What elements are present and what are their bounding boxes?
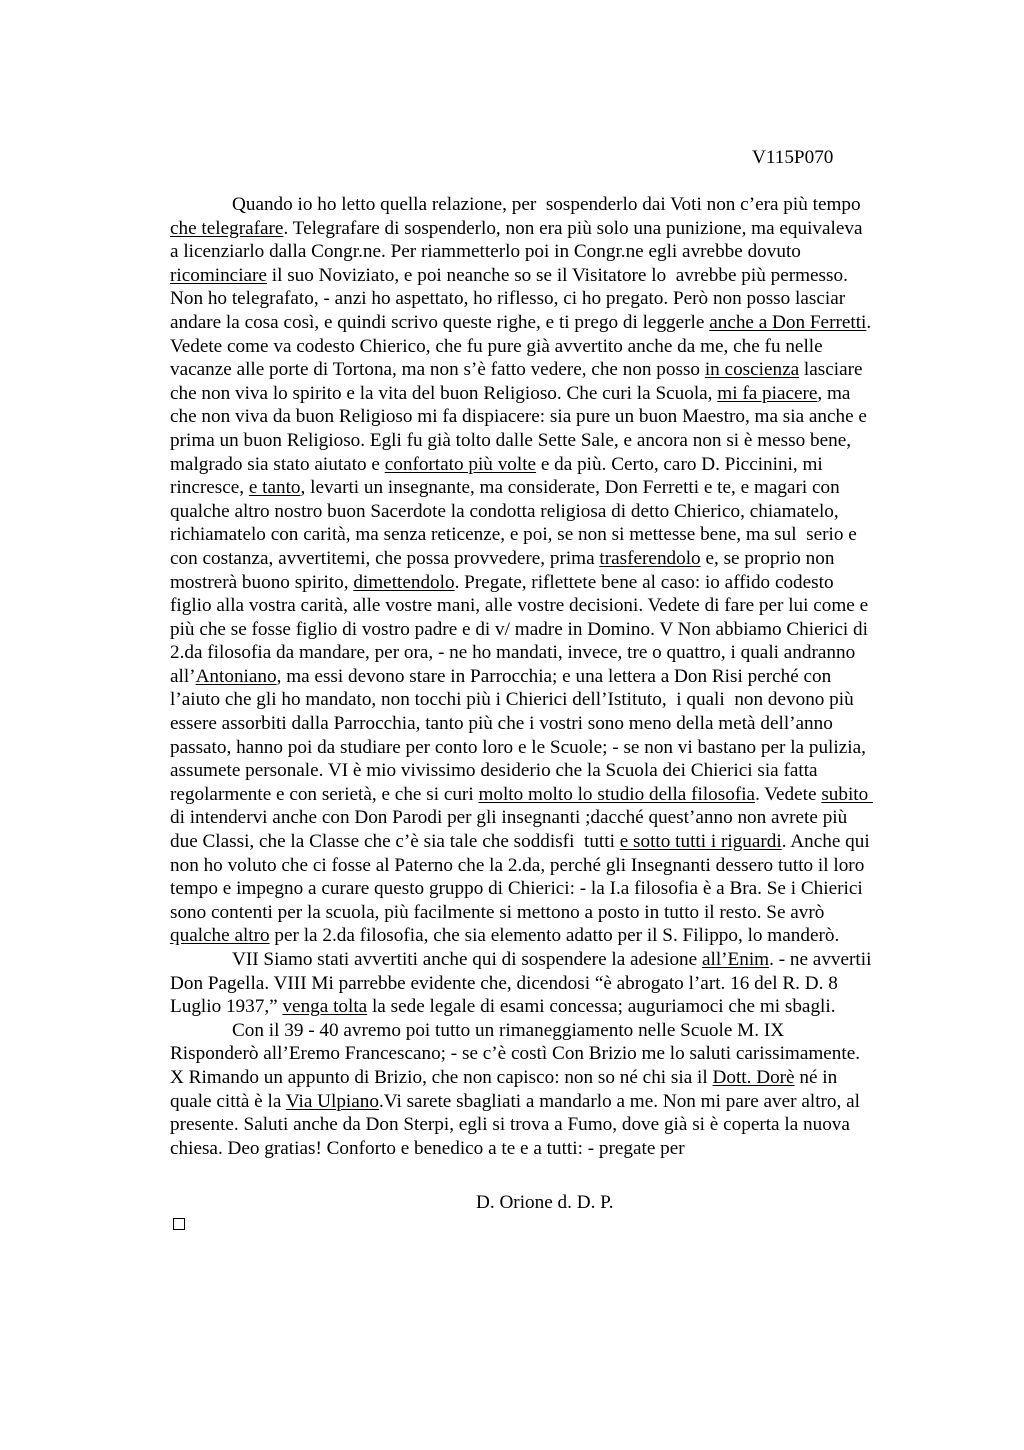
text-line <box>170 854 970 878</box>
text-line <box>170 618 970 642</box>
text-segment: essere assorbiti dalla Parrocchia, tanto più che i vostri sono meno della metà dell’anno <box>170 713 833 735</box>
text-segment: più che se fosse figlio di vostro padre e di v/ madre in Domino. V Non abbiamo Chierici di <box>170 618 868 640</box>
text-line <box>170 453 970 477</box>
text-line <box>170 193 970 217</box>
text-segment: VII Siamo stati avvertiti anche qui di sospendere la adesione <box>232 949 702 970</box>
underlined-text: Antoniano <box>195 665 277 687</box>
text-segment: due Classi, che la Classe che c’è sia tale che soddisfi tutti <box>170 831 620 853</box>
text-segment: assumete personale. VI è mio vivissimo desiderio che la Scuola dei Chierici sia fatta <box>170 760 818 782</box>
text-segment: l’aiuto che gli ho mandato, non tocchi più i Chierici dell’Istituto, i quali non devono più <box>170 689 854 711</box>
underlined-text: dimettendolo <box>353 571 455 593</box>
text-line <box>170 500 970 524</box>
text-line <box>170 358 970 382</box>
text-segment: di intendervi anche con Don Parodi per gli insegnanti ;dacché quest’anno non avrete più <box>170 807 848 829</box>
text-segment: , ma essi devono stare in Parrocchia; e una lettera a Don Risi perché con <box>276 665 832 687</box>
text-line <box>170 877 970 901</box>
text-line <box>170 476 970 500</box>
text-line <box>170 712 970 736</box>
text-segment: regolarmente e con serietà, e che si curi <box>170 783 479 805</box>
underlined-text: Via Ulpiano <box>285 1090 379 1112</box>
text-segment: . Pregate, riflettete bene al caso: io affido codesto <box>454 571 834 593</box>
text-line <box>170 1066 970 1090</box>
underlined-text: trasferendolo <box>599 547 701 569</box>
text-segment: rincresce, <box>170 477 249 499</box>
text-segment: quale città è la <box>170 1090 286 1112</box>
underlined-text: confortato più volte <box>384 453 537 475</box>
text-line <box>170 830 970 854</box>
text-line <box>170 382 970 406</box>
text-line <box>170 972 970 996</box>
text-line <box>170 405 970 429</box>
text-segment: . Telegrafare di sospenderlo, non era più solo una punizione, ma equivaleva <box>283 217 863 239</box>
text-segment: Luglio 1937,” <box>170 996 283 1018</box>
text-line <box>170 736 970 760</box>
text-line <box>170 1019 970 1043</box>
text-segment: Risponderò all’Eremo Francescano; - se c’è costì Con Brizio me lo saluti carissimamente. <box>170 1043 861 1065</box>
text-segment: prima un buon Religioso. Egli fu già tolto dalle Sette Sale, e ancora non si è messo bene, <box>170 429 852 451</box>
text-segment: Vedete come va codesto Chierico, che fu pure già avvertito anche da me, che fu nelle <box>170 335 823 357</box>
underlined-text: e sotto tutti i riguardi <box>619 831 782 853</box>
text-segment: all’ <box>170 665 196 687</box>
text-line <box>170 1113 970 1137</box>
text-segment: per la 2.da filosofia, che sia elemento adatto per il S. Filippo, lo manderò. <box>269 925 840 947</box>
text-segment: , ma <box>817 382 851 404</box>
text-segment: la sede legale di esami concessa; auguriamoci che mi sbagli. <box>367 996 836 1018</box>
text-line <box>170 335 970 359</box>
text-line <box>170 665 970 689</box>
text-line <box>170 688 970 712</box>
text-line <box>170 547 970 571</box>
text-segment: sono contenti per la scuola, più facilmente si mettono a posto in tutto il resto. Se avrò <box>170 901 825 923</box>
text-line <box>170 571 970 595</box>
text-line <box>170 806 970 830</box>
text-line <box>170 240 970 264</box>
underlined-text: Dott. Dorè <box>712 1066 795 1088</box>
text-line <box>170 264 970 288</box>
text-segment: passato, hanno poi da studiare per conto loro e le Scuole; - se non vi bastano per la pulizia, <box>170 736 866 758</box>
text-line <box>170 217 970 241</box>
text-segment: richiamatelo con carità, ma senza reticenze, e poi, se non si mettesse bene, ma sul serio e <box>170 524 857 546</box>
text-segment: e, se proprio non <box>700 547 835 569</box>
underlined-text: qualche altro <box>170 925 270 947</box>
text-segment: .Vi sarete sbagliati a mandarlo a me. Non mi pare aver altro, al <box>378 1090 860 1112</box>
text-line <box>170 995 970 1019</box>
text-segment: . Anche qui <box>781 831 870 853</box>
text-line <box>170 594 970 618</box>
text-segment: tempo e impegno a curare questo gruppo di Chierici: - la I.a filosofia è a Bra. Se i Chierici <box>170 878 863 900</box>
text-segment: e da più. Certo, caro D. Piccinini, mi <box>536 453 823 475</box>
text-segment: andare la cosa così, e quindi scrivo queste righe, e ti prego di leggerle <box>170 311 710 333</box>
text-segment: Con il 39 - 40 avremo poi tutto un rimaneggiamento nelle Scuole M. IX <box>232 1019 785 1041</box>
text-segment: che non viva lo spirito e la vita del buon Religioso. Che curi la Scuola, <box>170 382 718 404</box>
text-segment: chiesa. Deo gratias! Conforto e benedico a te e a tutti: - pregate per <box>170 1137 685 1159</box>
signature: D. Orione d. D. P. <box>476 1192 614 1213</box>
text-segment: Non ho telegrafato, - anzi ho aspettato, ho riflesso, ci ho pregato. Però non posso lasciar <box>170 288 846 310</box>
underlined-text: ricominciare <box>170 264 267 286</box>
text-line <box>170 948 970 972</box>
text-segment: vacanze alle porte di Tortona, ma non s’è fatto vedere, che non posso <box>170 359 705 381</box>
checkbox-square-icon <box>173 1218 185 1230</box>
text-line <box>170 287 970 311</box>
text-line <box>170 759 970 783</box>
text-segment: Don Pagella. VIII Mi parrebbe evidente che, dicendosi “è abrogato l’art. 16 del R. D. 8 <box>170 972 838 994</box>
text-line <box>170 429 970 453</box>
text-segment: non ho voluto che ci fosse al Paterno che la 2.da, perché gli Insegnanti dessero tutto il loro <box>170 854 865 876</box>
text-segment: . Vedete <box>755 783 822 805</box>
text-segment: 2.da filosofia da mandare, per ora, - ne ho mandati, invece, tre o quattro, i quali andranno <box>170 642 856 664</box>
text-line <box>170 523 970 547</box>
text-line <box>170 1042 970 1066</box>
text-segment: lasciare <box>799 359 863 381</box>
underlined-text: mi fa piacere <box>717 382 818 404</box>
text-segment: . - ne avvertii <box>769 949 872 970</box>
text-segment: che non viva da buon Religioso mi fa dispiacere: sia pure un buon Maestro, ma sia anche e <box>170 406 867 428</box>
text-segment: Quando io ho letto quella relazione, per sospenderlo dai Voti non c’era più tempo <box>232 194 861 215</box>
text-line <box>170 311 970 335</box>
underlined-text: subito <box>821 783 874 805</box>
text-line <box>170 1090 970 1114</box>
underlined-text: anche a Don Ferretti <box>709 311 867 333</box>
text-line <box>170 783 970 807</box>
text-segment: . <box>866 311 872 333</box>
text-segment: con costanza, avvertitemi, che possa provvedere, prima <box>170 547 600 569</box>
underlined-text: all’Enim <box>701 949 770 970</box>
underlined-text: molto molto lo studio della filosofia <box>478 783 756 805</box>
underlined-text: in coscienza <box>704 359 800 381</box>
text-line <box>170 641 970 665</box>
text-segment: a licenziarlo dalla Congr.ne. Per riammetterlo poi in Congr.ne egli avrebbe dovuto <box>170 241 801 263</box>
text-segment: figlio alla vostra carità, alle vostre mani, alle vostre decisioni. Vedete di fare per lui come e <box>170 595 869 617</box>
text-segment: malgrado sia stato aiutato e <box>170 453 385 475</box>
underlined-text: venga tolta <box>282 996 368 1018</box>
underlined-text: che telegrafare <box>170 217 284 239</box>
document-code: V115P070 <box>752 147 834 168</box>
text-line <box>170 1137 970 1161</box>
text-segment: il suo Noviziato, e poi neanche so se il Visitatore lo avrebbe più permesso. <box>266 264 848 286</box>
text-segment: qualche altro nostro buon Sacerdote la condotta religiosa di detto Chierico, chiamatelo, <box>170 500 839 522</box>
underlined-text: e tanto <box>248 477 301 499</box>
text-line <box>170 901 970 925</box>
text-segment: presente. Saluti anche da Don Sterpi, egli si trova a Fumo, dove già si è coperta la nuova <box>170 1114 850 1136</box>
text-segment: X Rimando un appunto di Brizio, che non capisco: non so né chi sia il <box>170 1066 713 1088</box>
text-line <box>170 924 970 948</box>
letter-body <box>170 193 970 1160</box>
text-segment: , levarti un insegnante, ma considerate, Don Ferretti e te, e magari con <box>300 477 840 499</box>
text-segment: né in <box>794 1066 838 1088</box>
text-segment: mostrerà buono spirito, <box>170 571 354 593</box>
